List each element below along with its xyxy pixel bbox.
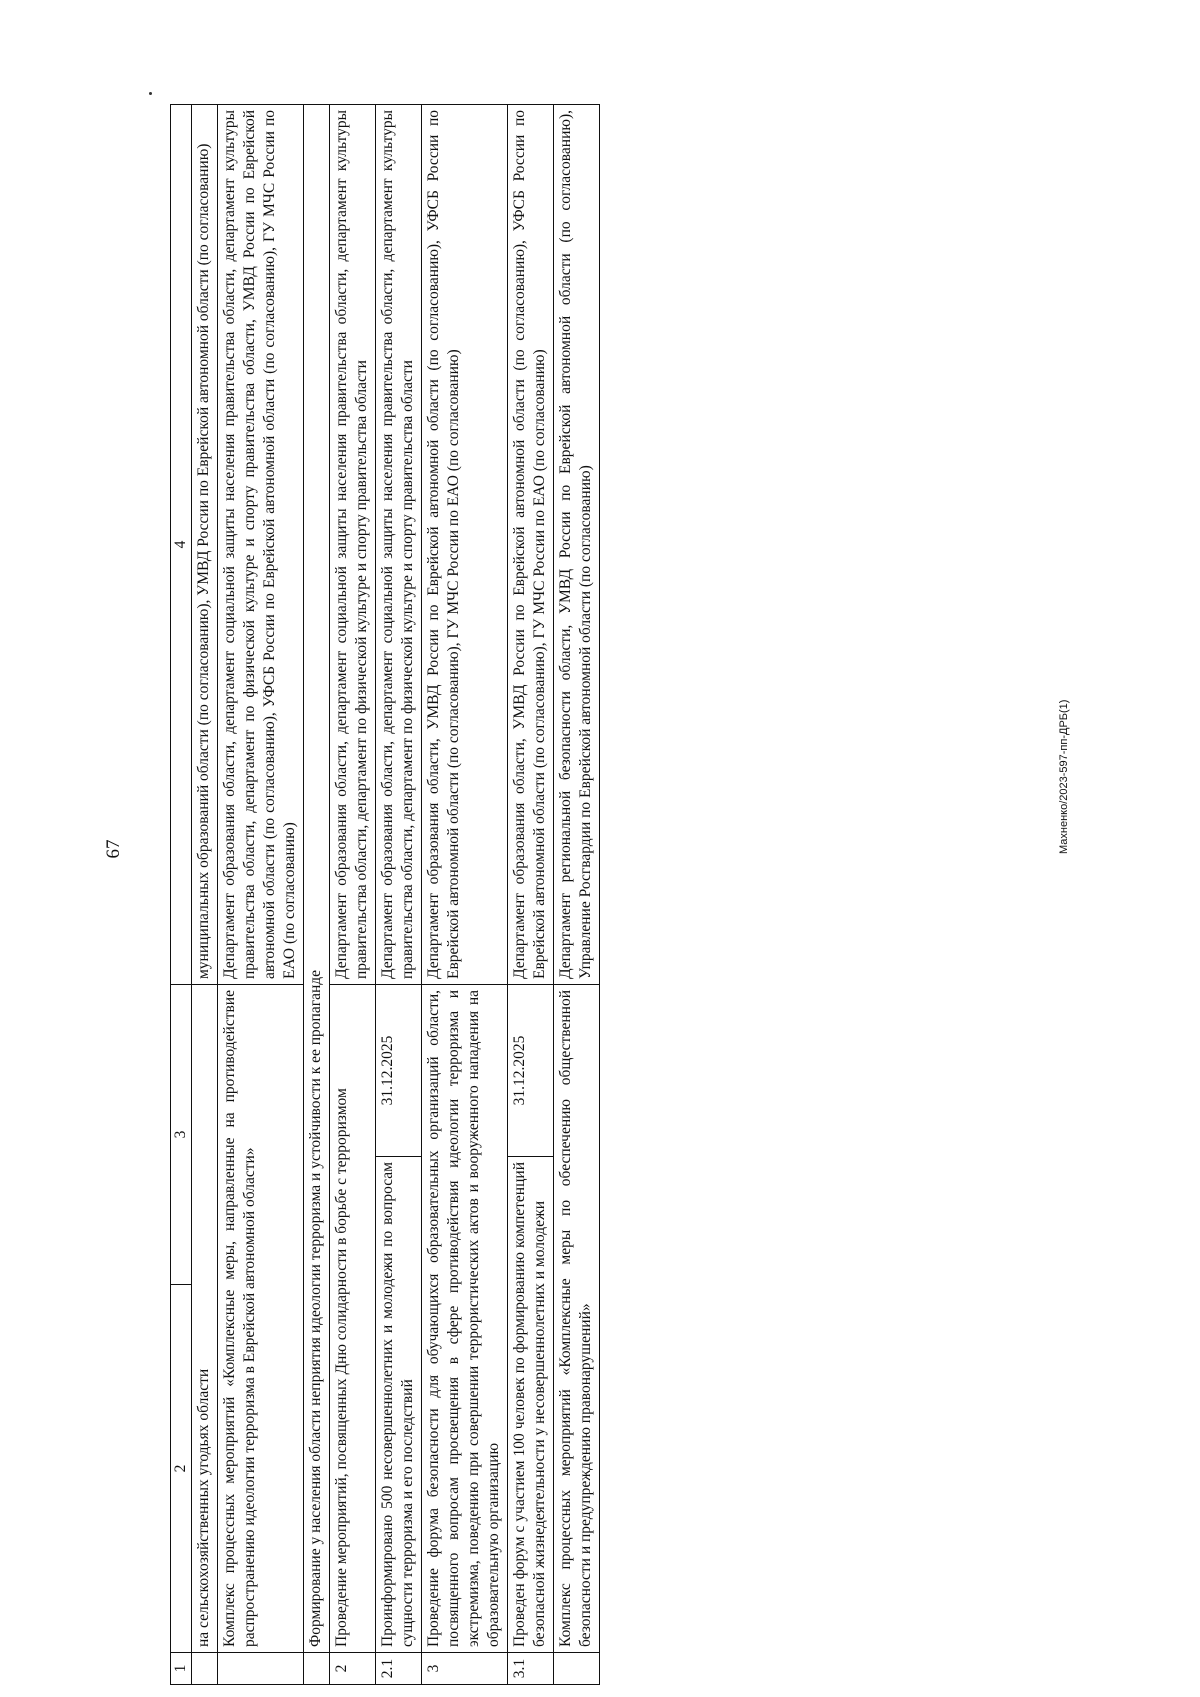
row-activity: Проведение мероприятий, посвященных Дню солидарности в борьбе с терроризмом: [330, 985, 376, 1653]
row-activity: Комплекс процессных мероприятий «Комплексные меры, направленные на противодействие распространению идеологии терроризма в Еврейской автономной области»: [218, 985, 304, 1653]
row-term: 31.12.2025: [508, 985, 554, 1157]
row-activity: Проведение форума безопасности для обучающихся образовательных организаций области, посвященного вопросам просвещения в сфере противодействия идеологии терроризма и экстремизма, поведению при совершении террористических актов и вооруженного нападения на образовательную организацию: [422, 985, 508, 1653]
table-row: [508, 105, 554, 1685]
row-executors: Департамент образования области, департамент социальной защиты населения правительства области, департамент культуры правительства области, департамент по физической культуре и спорту правительства области: [330, 105, 376, 985]
row-number: 3.1: [508, 1653, 554, 1685]
table-row: [376, 105, 422, 1685]
row-number: 2: [330, 1653, 376, 1685]
header-col-4: 4: [171, 105, 192, 985]
row-executors: Департамент образования области, УМВД России по Еврейской автономной области (по согласованию), УФСБ России по Еврейской автономной области (по согласованию), ГУ МЧС России по ЕАО (по согласованию): [508, 105, 554, 985]
table-row: [330, 105, 376, 1685]
row-number: 2.1: [376, 1653, 422, 1685]
table-row: [422, 105, 508, 1685]
scan-speck: [149, 92, 152, 95]
row-activity: Проинформировано 500 несовершеннолетних и молодежи по вопросам сущности терроризма и его последствий: [376, 1157, 422, 1653]
row-executors: муниципальных образований области (по согласованию), УМВД России по Еврейской автономной области (по согласованию): [192, 105, 218, 985]
section-row: [304, 105, 330, 1685]
row-executors: Департамент образования области, департамент социальной защиты населения правительства области, департамент культуры правительства области, департамент по физической культуре и спорту правительства области: [376, 105, 422, 985]
rotated-table-container: [170, 105, 1025, 1685]
document-code: Махненко/2023-597-пп-ДРБ(1): [1058, 699, 1070, 854]
row-number: [304, 1653, 330, 1685]
row-executors: Департамент региональной безопасности области, УМВД России по Еврейской автономной области (по согласованию), Управление Росгвардии по Еврейской автономной области (по согласованию): [554, 105, 600, 985]
row-activity: Комплекс процессных мероприятий «Комплексные меры по обеспечению общественной безопасности и предупреждению правонарушений»: [554, 985, 600, 1653]
header-col-1: 1: [171, 1653, 192, 1685]
row-executors: Департамент образования области, департамент социальной защиты населения правительства области, департамент культуры правительства области, департамент по физической культуре и спорту правительства области, УМВД России по Еврейской автономной области (по согласованию), УФСБ России по Еврейской автономной области (по согласованию), ГУ МЧС России по ЕАО (по согласованию): [218, 105, 304, 985]
row-number: [554, 1653, 600, 1685]
row-executors: Департамент образования области, УМВД России по Еврейской автономной области (по согласованию), УФСБ России по Еврейской автономной области (по согласованию), ГУ МЧС России по ЕАО (по согласованию): [422, 105, 508, 985]
page-number: 67: [103, 839, 124, 859]
table-row: [554, 105, 600, 1685]
table-row: [192, 105, 218, 1685]
row-activity: Проведен форум с участием 100 человек по формированию компетенций безопасной жизнедеятельности у несовершеннолетних и молодежи: [508, 1157, 554, 1653]
header-col-3: 3: [171, 985, 192, 1285]
row-number: [218, 1653, 304, 1685]
section-title: Формирование у населения области неприятия идеологии терроризма и устойчивости к ее пропаганде: [304, 105, 330, 1653]
activities-table: [170, 104, 600, 1685]
header-col-2: 2: [171, 1285, 192, 1653]
row-number: [192, 1653, 218, 1685]
table-header-row: [171, 105, 192, 1685]
table-row: [218, 105, 304, 1685]
row-term: 31.12.2025: [376, 985, 422, 1157]
row-number: 3: [422, 1653, 508, 1685]
row-activity: на сельскохозяйственных угодьях области: [192, 985, 218, 1653]
